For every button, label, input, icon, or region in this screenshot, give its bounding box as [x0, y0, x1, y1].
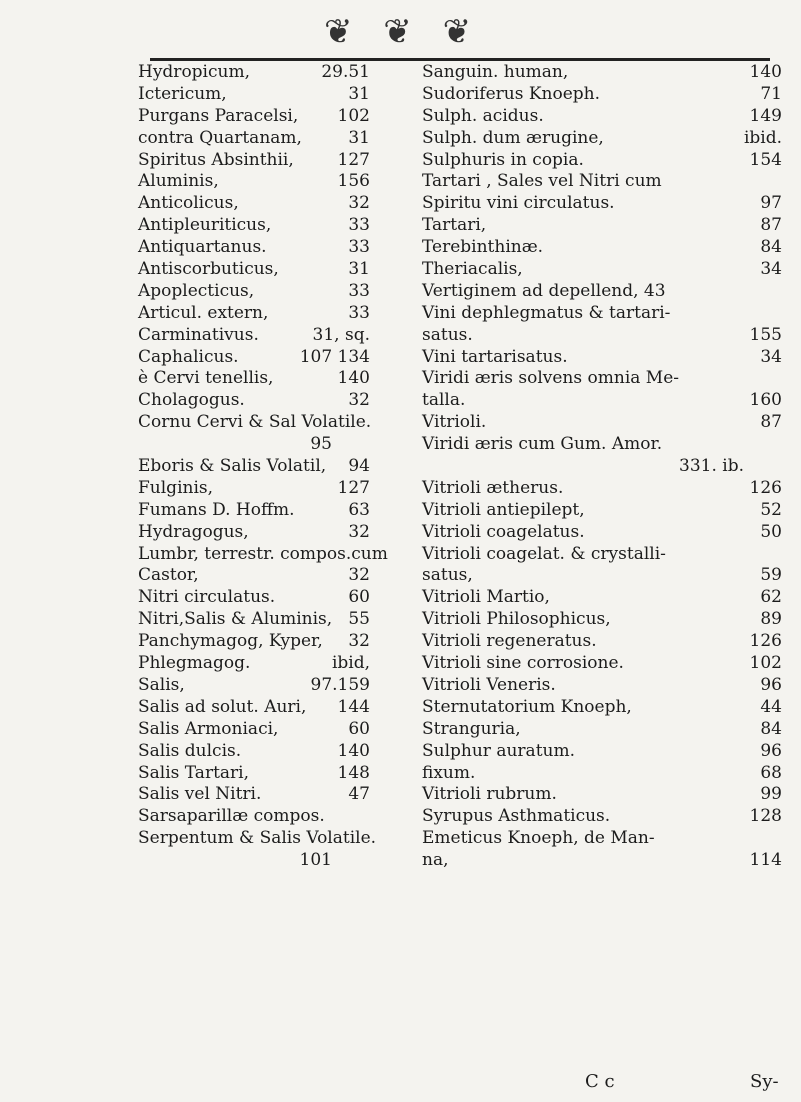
index-entry [138, 741, 370, 763]
entry-term: Antiquartanus. [138, 237, 267, 258]
entry-page-ref: 126 [749, 631, 782, 652]
printer-ornament-icon: ❦ [442, 12, 478, 52]
entry-term: Vitrioli coagelat. & crystalli- [422, 543, 666, 564]
entry-term: Cholagogus. [138, 390, 245, 411]
entry-term: talla. [422, 390, 466, 411]
index-entry [422, 390, 782, 412]
entry-term: Sanguin. human, [422, 62, 569, 82]
entry-term: Vitrioli sine corrosione. [422, 653, 624, 674]
index-entry [422, 347, 782, 369]
entry-term: Vertiginem ad depellend, 43 [422, 280, 666, 301]
entry-term: Salis Tartari, [138, 762, 249, 783]
index-entry [138, 171, 370, 193]
entry-term: Sternutatorium Knoeph, [422, 696, 632, 717]
index-entry [422, 434, 782, 456]
entry-term: Nitri circulatus. [138, 587, 276, 608]
entry-term: Aluminis, [138, 171, 219, 192]
index-entry [422, 150, 782, 172]
entry-page-ref: 33 [348, 237, 370, 258]
index-entry [422, 106, 782, 128]
printer-ornament-icon: ❦ [323, 12, 359, 52]
entry-term: Purgans Paracelsi, [138, 105, 299, 126]
index-entry [138, 412, 370, 434]
entry-page-ref: 60 [348, 718, 370, 739]
index-left-column [138, 62, 388, 872]
index-entry [422, 193, 782, 215]
index-entry [422, 609, 782, 631]
entry-term: Ictericum, [138, 83, 227, 104]
index-entry [422, 84, 782, 106]
entry-page-ref: 101 [299, 850, 332, 871]
index-entry [138, 303, 370, 325]
entry-term: Antiscorbuticus, [138, 259, 279, 280]
entry-page-ref: 32 [348, 390, 370, 411]
entry-term: Vitrioli rubrum. [422, 784, 557, 805]
entry-term: Fulginis, [138, 477, 214, 498]
entry-page-ref: 128 [749, 806, 782, 827]
index-entry [422, 763, 782, 785]
entry-page-ref: 68 [760, 762, 782, 783]
index-entry [138, 368, 370, 390]
entry-term: Vitrioli Martio, [422, 587, 550, 608]
entry-term: contra Quartanam, [138, 127, 302, 148]
entry-term: Sulphur auratum. [422, 740, 575, 761]
entry-term: Sulphuris in copia. [422, 149, 584, 170]
entry-page-ref: 97 [760, 193, 782, 214]
index-entry [138, 347, 370, 369]
index-entry [422, 522, 782, 544]
printer-ornament-row [0, 12, 801, 52]
index-entry [422, 828, 782, 850]
index-entry [138, 281, 370, 303]
entry-page-ref: 32 [348, 565, 370, 586]
entry-term: Sudoriferus Knoeph. [422, 83, 601, 104]
index-entry [138, 587, 370, 609]
entry-page-ref: 33 [348, 302, 370, 323]
entry-term: Carminativus. [138, 324, 259, 345]
entry-term: Emeticus Knoeph, de Man- [422, 828, 655, 849]
entry-term: Viridi æris solvens omnia Me- [422, 368, 680, 389]
index-entry [138, 390, 370, 412]
entry-page-ref: 160 [749, 390, 782, 411]
index-entry [422, 368, 782, 390]
entry-page-ref: 31 [348, 259, 370, 280]
entry-term: Spiritus Absinthii, [138, 149, 294, 170]
entry-page-ref: 87 [760, 215, 782, 236]
entry-page-ref: 33 [348, 280, 370, 301]
entry-term: Salis, [138, 674, 185, 695]
entry-term: Sulph. acidus. [422, 105, 544, 126]
entry-page-ref: 50 [760, 521, 782, 542]
entry-term: Tartari , Sales vel Nitri cum [422, 171, 662, 192]
entry-page-ref: 127 [337, 477, 370, 498]
index-entry [138, 84, 370, 106]
entry-page-ref: 331. ib. [679, 456, 744, 477]
index-entry [138, 543, 388, 566]
entry-page-ref: 62 [760, 587, 782, 608]
entry-term: Hydragogus, [138, 521, 249, 542]
entry-page-ref: 31 [348, 83, 370, 104]
entry-term: Eboris & Salis Volatil, [138, 456, 327, 477]
entry-term: Vitrioli regeneratus. [422, 631, 597, 652]
entry-term: Anticolicus, [138, 193, 239, 214]
entry-page-ref: 126 [749, 477, 782, 498]
entry-page-ref: 155 [749, 324, 782, 345]
index-entry [422, 675, 782, 697]
index-entry [138, 500, 370, 522]
entry-page-ref: 47 [348, 784, 370, 805]
index-entry [138, 697, 370, 719]
index-entry [422, 850, 782, 872]
entry-page-ref: 89 [760, 609, 782, 630]
index-entry [422, 237, 782, 259]
entry-page-ref: 32 [348, 193, 370, 214]
entry-page-ref: 29.51 [321, 62, 370, 82]
index-entry [138, 193, 370, 215]
entry-page-ref: 140 [337, 368, 370, 389]
index-entry [422, 806, 782, 828]
index-entry [422, 303, 782, 325]
entry-term: Cornu Cervi & Sal Volatile. [138, 412, 372, 433]
entry-term: Panchymagog, Kyper, [138, 631, 323, 652]
index-entry [138, 806, 370, 828]
entry-page-ref: 34 [760, 259, 782, 280]
entry-page-ref: 31, sq. [312, 324, 370, 345]
entry-page-ref: 33 [348, 215, 370, 236]
index-entry [422, 128, 782, 150]
index-entry [422, 62, 782, 84]
entry-page-ref: 31 [348, 127, 370, 148]
index-entry [138, 215, 370, 237]
index-entry [422, 719, 782, 741]
index-entry [422, 653, 782, 675]
index-entry [422, 281, 782, 303]
entry-term: Phlegmagog. [138, 653, 251, 674]
entry-term: è Cervi tenellis, [138, 368, 274, 389]
entry-page-ref: 84 [760, 237, 782, 258]
entry-page-ref: 52 [760, 499, 782, 520]
entry-term: Salis vel Nitri. [138, 784, 262, 805]
entry-page-ref: 71 [760, 83, 782, 104]
index-entry [138, 631, 370, 653]
entry-term: Stranguria, [422, 718, 521, 739]
signature-mark: C c [585, 1071, 615, 1092]
entry-term: Vini tartarisatus. [422, 346, 568, 367]
entry-term: Vitrioli. [422, 412, 487, 433]
entry-term: Vitrioli Veneris. [422, 674, 556, 695]
entry-page-ref: ibid. [743, 127, 782, 148]
index-entry [138, 106, 370, 128]
index-entry [138, 434, 370, 456]
entry-term: Lumbr, terrestr. compos.cum [138, 543, 388, 564]
entry-term: fixum. [422, 762, 476, 783]
entry-page-ref: 55 [348, 609, 370, 630]
entry-term: Spiritu vini circulatus. [422, 193, 615, 214]
index-entry [422, 215, 782, 237]
entry-term: Viridi æris cum Gum. Amor. [422, 434, 663, 455]
index-entry [138, 478, 370, 500]
index-entry [138, 609, 370, 631]
entry-page-ref: 34 [760, 346, 782, 367]
entry-term: Vini dephlegmatus & tartari- [422, 302, 671, 323]
printer-ornament-icon: ❦ [383, 12, 418, 52]
entry-term: Vitrioli ætherus. [422, 477, 564, 498]
index-entry [138, 62, 370, 84]
index-entry [138, 828, 377, 850]
index-entry [422, 697, 782, 719]
entry-term: Salis ad solut. Auri, [138, 696, 307, 717]
entry-page-ref: 95 [310, 434, 332, 455]
index-entry [422, 171, 782, 193]
entry-term: satus. [422, 324, 473, 345]
entry-page-ref: 96 [760, 674, 782, 695]
entry-page-ref: 140 [337, 740, 370, 761]
entry-page-ref: 32 [348, 631, 370, 652]
index-entry [422, 741, 782, 763]
entry-page-ref: 102 [337, 105, 370, 126]
index-entry [138, 325, 370, 347]
entry-term: Tartari, [422, 215, 487, 236]
index-entry [138, 653, 370, 675]
index-entry [422, 784, 782, 806]
index-entry [138, 565, 370, 587]
entry-term: Serpentum & Salis Volatile. [138, 828, 377, 849]
index-entry [138, 522, 370, 544]
entry-page-ref: 87 [760, 412, 782, 433]
entry-term: Sarsaparillæ compos. [138, 806, 325, 827]
entry-page-ref: 44 [760, 696, 782, 717]
entry-term: Salis dulcis. [138, 740, 242, 761]
entry-term: Terebinthinæ. [422, 237, 544, 258]
entry-page-ref: 127 [337, 149, 370, 170]
entry-page-ref: 114 [749, 850, 782, 871]
entry-page-ref: 59 [760, 565, 782, 586]
index-entry [422, 478, 782, 500]
entry-page-ref: 144 [337, 696, 370, 717]
entry-term: Articul. extern, [138, 302, 269, 323]
entry-page-ref: 60 [348, 587, 370, 608]
entry-term: Hydropicum, [138, 62, 250, 82]
entry-term: Vitrioli coagelatus. [422, 521, 585, 542]
index-entry [422, 325, 782, 347]
index-entry [138, 259, 370, 281]
catchword: Sy- [750, 1071, 779, 1092]
entry-term: Caphalicus. [138, 346, 239, 367]
entry-page-ref: 149 [749, 105, 782, 126]
entry-page-ref: 140 [749, 62, 782, 82]
header-rule [150, 58, 770, 61]
index-entry [422, 500, 782, 522]
index-entry [422, 565, 782, 587]
entry-term: Fumans D. Hoffm. [138, 499, 295, 520]
index-entry [138, 128, 370, 150]
index-entry [422, 412, 782, 434]
index-entry [138, 456, 370, 478]
index-entry [422, 631, 782, 653]
index-entry [138, 719, 370, 741]
entry-term: na, [422, 850, 449, 871]
entry-term: Sulph. dum ærugine, [422, 127, 604, 148]
entry-page-ref: 32 [348, 521, 370, 542]
entry-page-ref: 102 [749, 653, 782, 674]
entry-page-ref: 99 [760, 784, 782, 805]
index-entry [422, 544, 782, 566]
entry-term: Apoplecticus, [138, 280, 255, 301]
entry-page-ref: 156 [337, 171, 370, 192]
entry-page-ref: 97.159 [310, 674, 370, 695]
entry-term: satus, [422, 565, 473, 586]
entry-term: Castor, [138, 565, 199, 586]
entry-term: Antipleuriticus, [138, 215, 272, 236]
index-entry [138, 150, 370, 172]
index-right-column [422, 62, 782, 872]
index-entry [138, 850, 370, 872]
index-entry [422, 456, 782, 478]
index-entry [138, 237, 370, 259]
entry-page-ref: 154 [749, 149, 782, 170]
entry-page-ref: ibid, [331, 653, 370, 674]
index-entry [422, 259, 782, 281]
entry-term: Vitrioli antiepilept, [422, 499, 585, 520]
entry-page-ref: 107 134 [299, 346, 370, 367]
entry-term: Vitrioli Philosophicus, [422, 609, 611, 630]
entry-term: Syrupus Asthmaticus. [422, 806, 611, 827]
entry-page-ref: 148 [337, 762, 370, 783]
entry-page-ref: 94 [348, 456, 370, 477]
index-entry [138, 763, 370, 785]
index-entry [422, 587, 782, 609]
index-entry [138, 675, 370, 697]
entry-page-ref: 96 [760, 740, 782, 761]
entry-term: Nitri,Salis & Aluminis, [138, 609, 333, 630]
entry-term: Salis Armoniaci, [138, 718, 279, 739]
entry-page-ref: 84 [760, 718, 782, 739]
index-entry [138, 784, 370, 806]
entry-page-ref: 63 [348, 499, 370, 520]
entry-term: Theriacalis, [422, 259, 523, 280]
